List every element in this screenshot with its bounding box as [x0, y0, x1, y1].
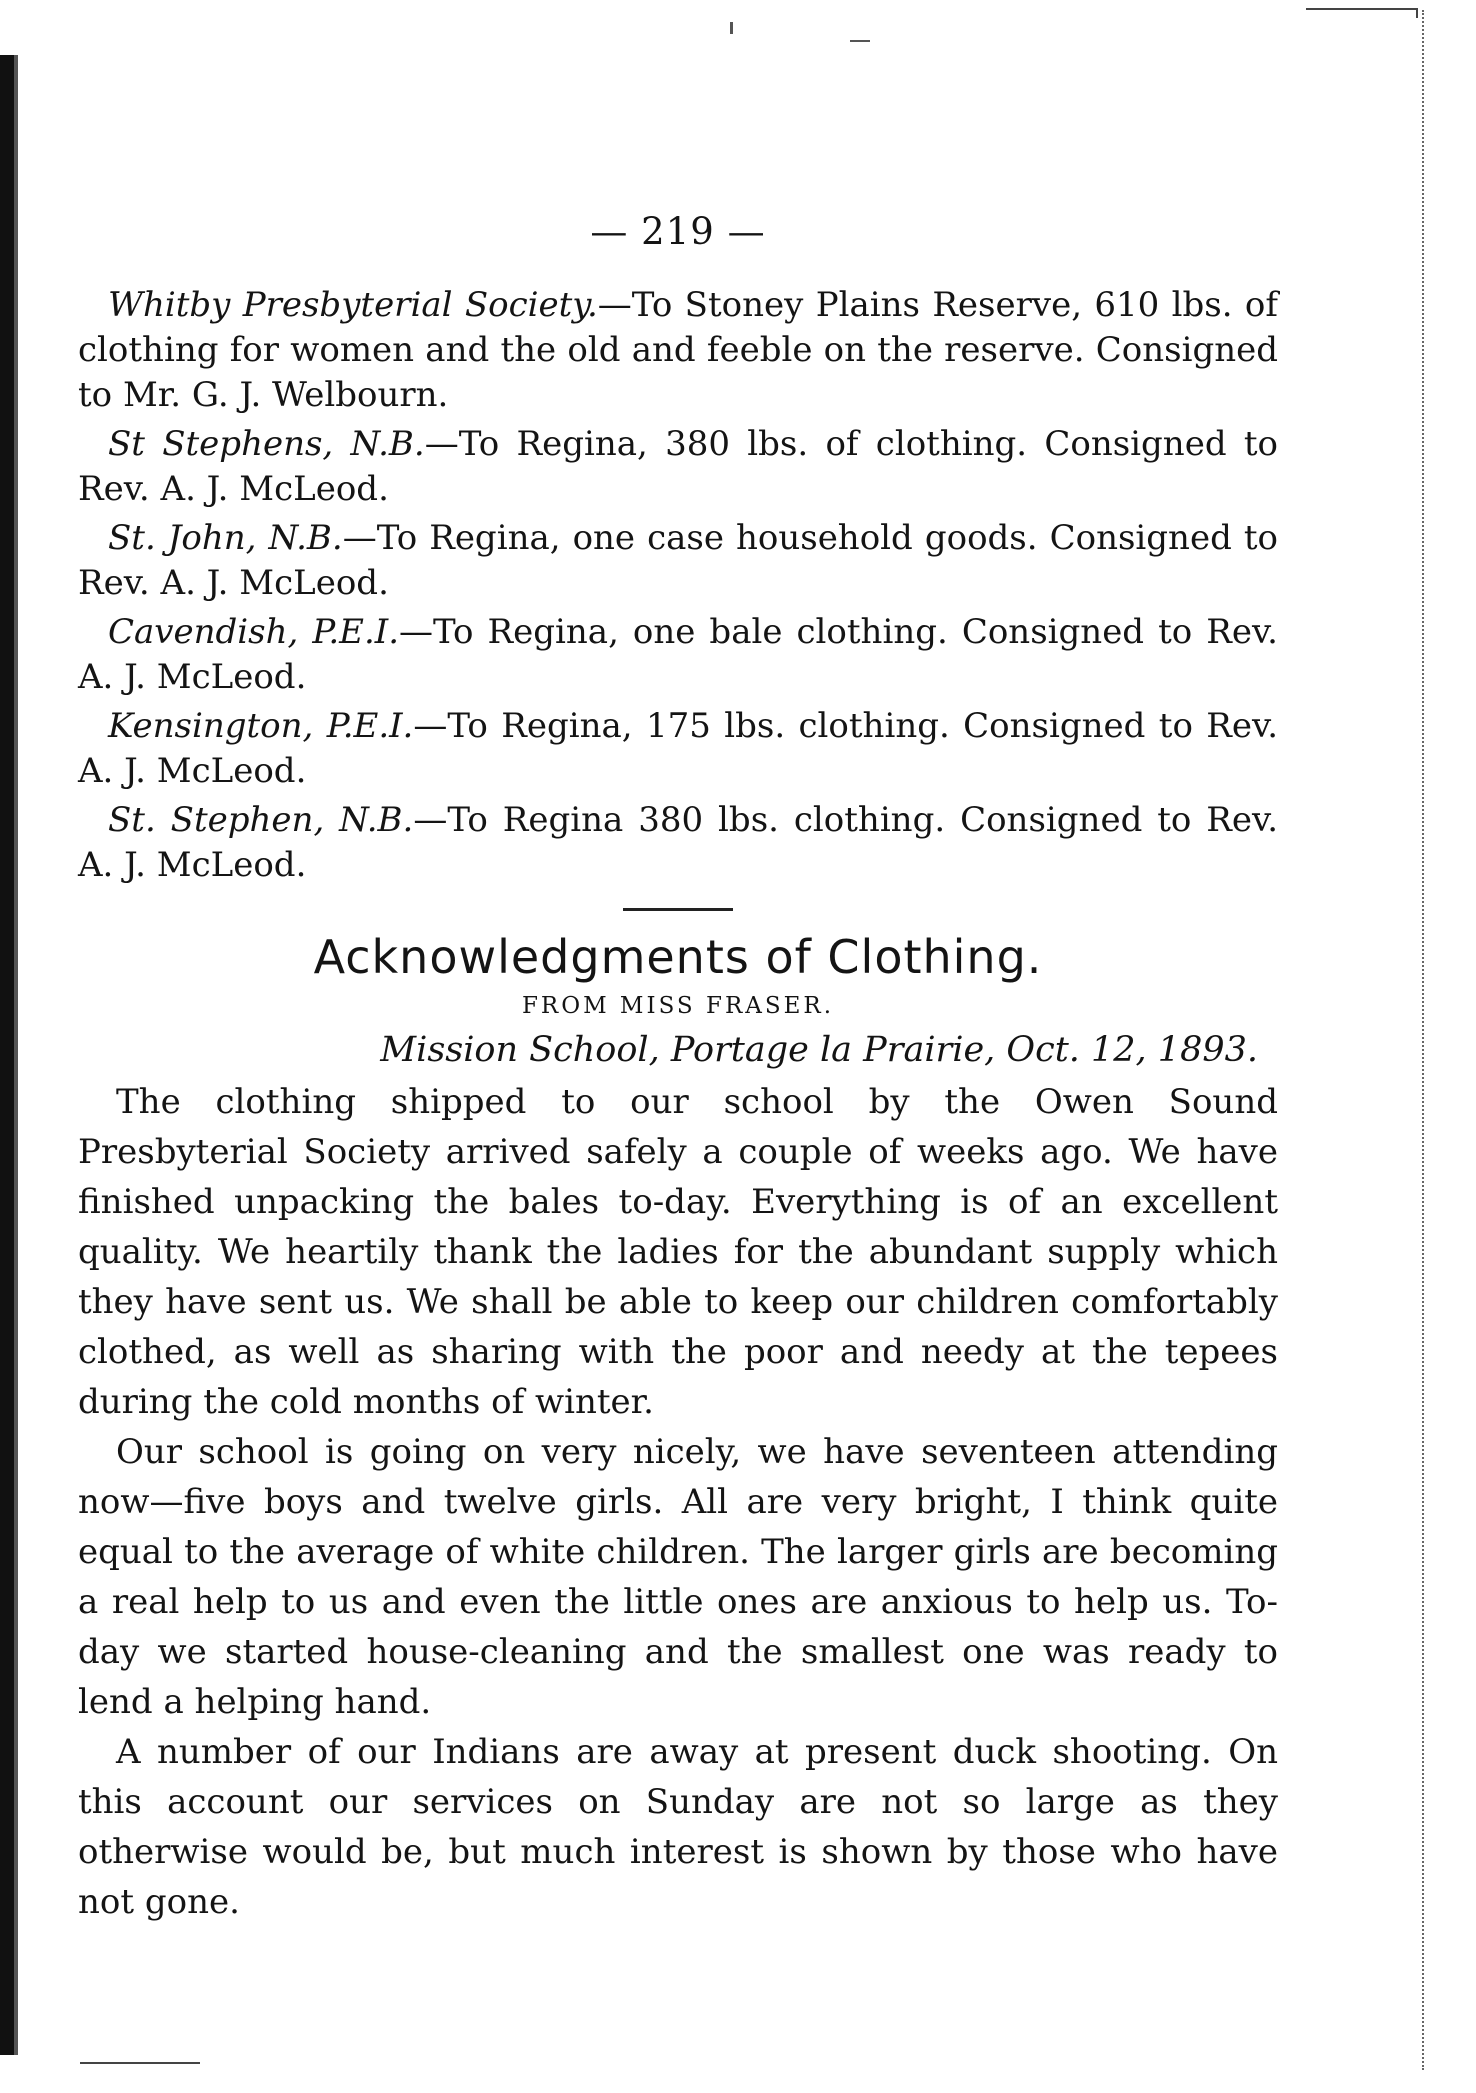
- scan-right-edge: [1420, 10, 1424, 2070]
- scan-corner-mark: [1306, 8, 1418, 18]
- entry-place: St. Stephen, N.B.: [108, 800, 414, 840]
- shipment-entry: [78, 516, 1278, 606]
- shipment-entry: [78, 704, 1278, 794]
- shipment-entry: [78, 798, 1278, 888]
- shipment-entry: [78, 283, 1278, 418]
- letter-author: FROM MISS FRASER.: [521, 993, 835, 1019]
- entry-text: —To Regina, 175 lbs. clothing. Consigned to Rev. A. J. McLeod.: [78, 706, 1279, 791]
- entry-place: Cavendish, P.E.I.: [108, 612, 399, 652]
- scan-binding-shadow: [14, 55, 18, 2055]
- shipment-entry: [78, 610, 1278, 700]
- entry-text: —To Stoney Plains Reserve, 610 lbs. of clothing for women and the old and feeble on the reserve. Consigned to Mr. G. J. Welbourn.: [78, 285, 1278, 415]
- letter-dateline: Mission School, Portage la Prairie, Oct. 12, 1893.: [380, 1030, 1258, 1070]
- entry-text: —To Regina, one case household goods. Consigned to Rev. A. J. McLeod.: [78, 518, 1278, 603]
- entry-text: —To Regina, 380 lbs. of clothing. Consigned to Rev. A. J. McLeod.: [78, 424, 1278, 509]
- scan-binding-edge: [0, 55, 14, 2055]
- letter-paragraph: A number of our Indians are away at present duck shooting. On this account our services on Sunday are not so large as they otherwise would be, but much interest is shown by those who have not gone.: [78, 1732, 1278, 1922]
- entry-place: St. John, N.B.: [108, 518, 343, 558]
- shipment-list: [78, 283, 1278, 888]
- section-heading: Acknowledgments of Clothing.: [313, 930, 1043, 984]
- letter-body: [78, 1077, 1278, 1927]
- scan-speck: [850, 40, 870, 42]
- scan-speck: [730, 22, 733, 34]
- scan-bottom-mark: [80, 2062, 200, 2064]
- letter-paragraph: The clothing shipped to our school by the Owen Sound Presbyterial Society arrived safely a couple of weeks ago. We have finished unpacking the bales to-day. Everything is of an excellent quality. We heartily thank the ladies for the abundant supply which they have sent us. We shall be able to keep our children comfortably clothed, as well as sharing with the poor and needy at the tepees during the cold months of winter.: [78, 1082, 1278, 1422]
- page-number: — 219 —: [590, 210, 766, 253]
- letter-paragraph: Our school is going on very nicely, we have seventeen attending now—five boys and twelve girls. All are very bright, I think quite equal to the average of white children. The larger girls are becoming a real help to us and even the little ones are anxious to help us. To-day we started house-cleaning and the smallest one was ready to lend a helping hand.: [78, 1432, 1278, 1722]
- entry-place: Kensington, P.E.I.: [108, 706, 414, 746]
- section-divider: [623, 908, 733, 911]
- entry-place: St Stephens, N.B.: [108, 424, 425, 464]
- entry-text: —To Regina 380 lbs. clothing. Consigned to Rev. A. J. McLeod.: [78, 800, 1279, 885]
- shipment-entry: [78, 422, 1278, 512]
- entry-place: Whitby Presbyterial Society.: [108, 285, 598, 325]
- document-page: [78, 210, 1278, 1927]
- entry-text: —To Regina, one bale clothing. Consigned to Rev. A. J. McLeod.: [78, 612, 1278, 697]
